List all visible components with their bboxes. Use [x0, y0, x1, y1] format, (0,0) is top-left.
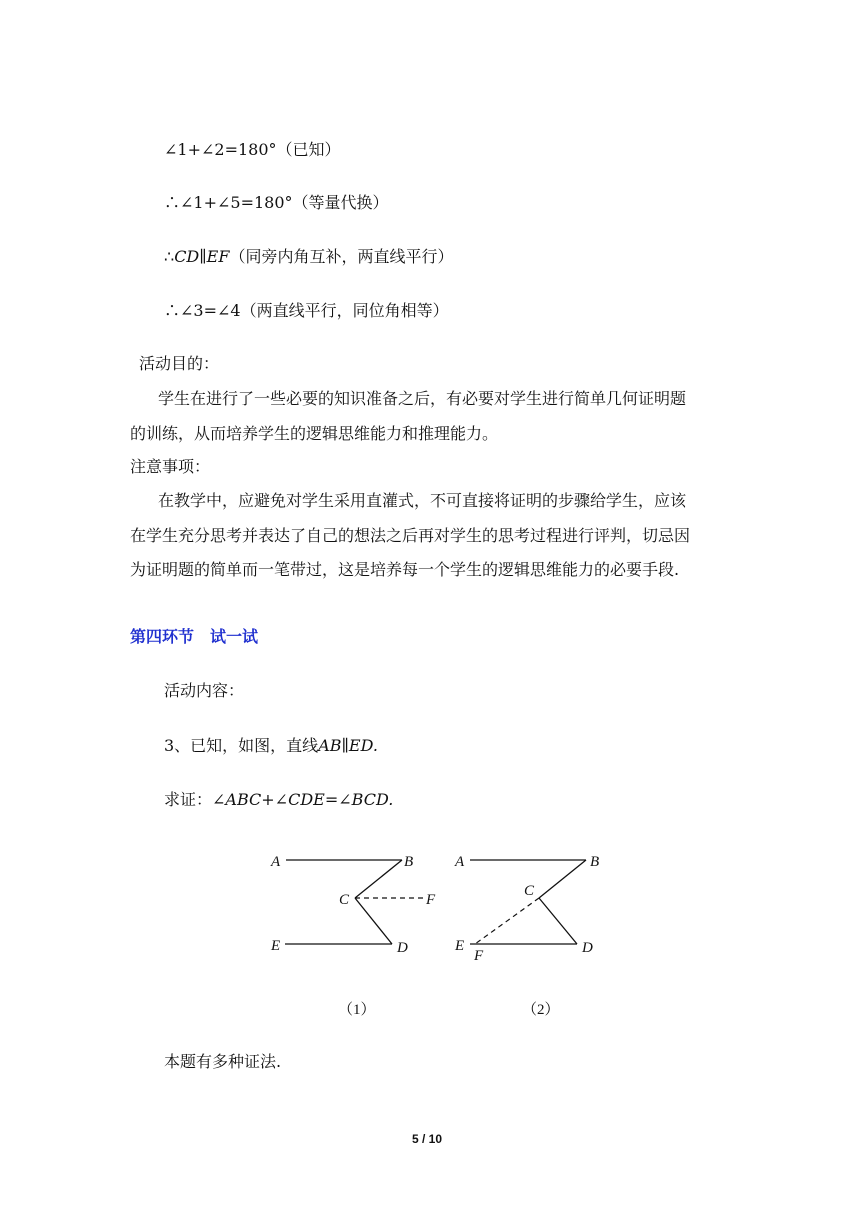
fig1-label-a: A [271, 854, 281, 870]
therefore-symbol: ∴ [164, 247, 175, 266]
purpose-label: 活动目的： [139, 354, 220, 373]
fig1-caption: （1） [338, 1002, 376, 1018]
fig1-segment-bc [355, 860, 402, 898]
fig2-label-c: C [524, 883, 535, 899]
fig1-label-c: C [339, 892, 350, 908]
purpose-paragraph-line-1: 学生在进行了一些必要的知识准备之后，有必要对学生进行简单几何证明题 [158, 389, 687, 408]
proof-line-4: ∴∠3=∠4（两直线平行，同位角相等） [164, 301, 449, 320]
prove-prefix: 求证： [164, 790, 213, 809]
notes-paragraph-line-2: 在学生充分思考并表达了自己的想法之后再对学生的思考过程进行评判，切忌因 [130, 526, 691, 545]
notes-paragraph-line-1: 在教学中，应避免对学生采用直灌式，不可直接将证明的步骤给学生，应该 [158, 491, 687, 510]
fig2-label-a: A [455, 854, 465, 870]
fig2-label-d: D [582, 940, 593, 956]
purpose-paragraph-line-2: 的训练，从而培养学生的逻辑思维能力和推理能力。 [130, 424, 499, 443]
fig1-label-b: B [404, 854, 414, 870]
question-prefix: 3、已知，如图，直线 [164, 736, 319, 755]
fig2-segment-bc [539, 860, 586, 898]
fig1-label-f: F [426, 892, 436, 908]
fig2-dashed-cf [475, 898, 539, 944]
prove-expression: ∠ABC+∠CDE=∠BCD. [212, 790, 394, 809]
fig2-label-e: E [455, 938, 465, 954]
reason: （同旁内角互补，两直线平行） [229, 247, 454, 266]
proof-line-1: ∠1+∠2=180°（已知） [164, 140, 341, 159]
proof-line-2: ∴∠1+∠5=180°（等量代换） [164, 193, 389, 212]
section-heading: 第四环节 试一试 [130, 627, 259, 646]
notes-paragraph-line-3: 为证明题的简单而一笔带过，这是培养每一个学生的逻辑思维能力的必要手段. [130, 560, 680, 579]
fig1-label-e: E [271, 938, 281, 954]
fig1-segment-cd [355, 898, 392, 944]
closing-line: 本题有多种证法. [164, 1052, 282, 1071]
fig2-segment-cd [539, 898, 577, 944]
question-variable: AB∥ED. [318, 736, 378, 755]
notes-label: 注意事项： [130, 457, 211, 476]
fig2-label-f: F [474, 948, 484, 964]
figure-2 [454, 854, 599, 1018]
page-number: 5 / 10 [412, 1132, 443, 1146]
fig2-label-b: B [590, 854, 600, 870]
parallel-statement: CD∥EF [174, 247, 230, 266]
figure-1 [270, 854, 436, 1018]
fig1-label-d: D [397, 940, 408, 956]
activity-label: 活动内容： [164, 681, 245, 700]
fig2-caption: （2） [522, 1002, 560, 1018]
